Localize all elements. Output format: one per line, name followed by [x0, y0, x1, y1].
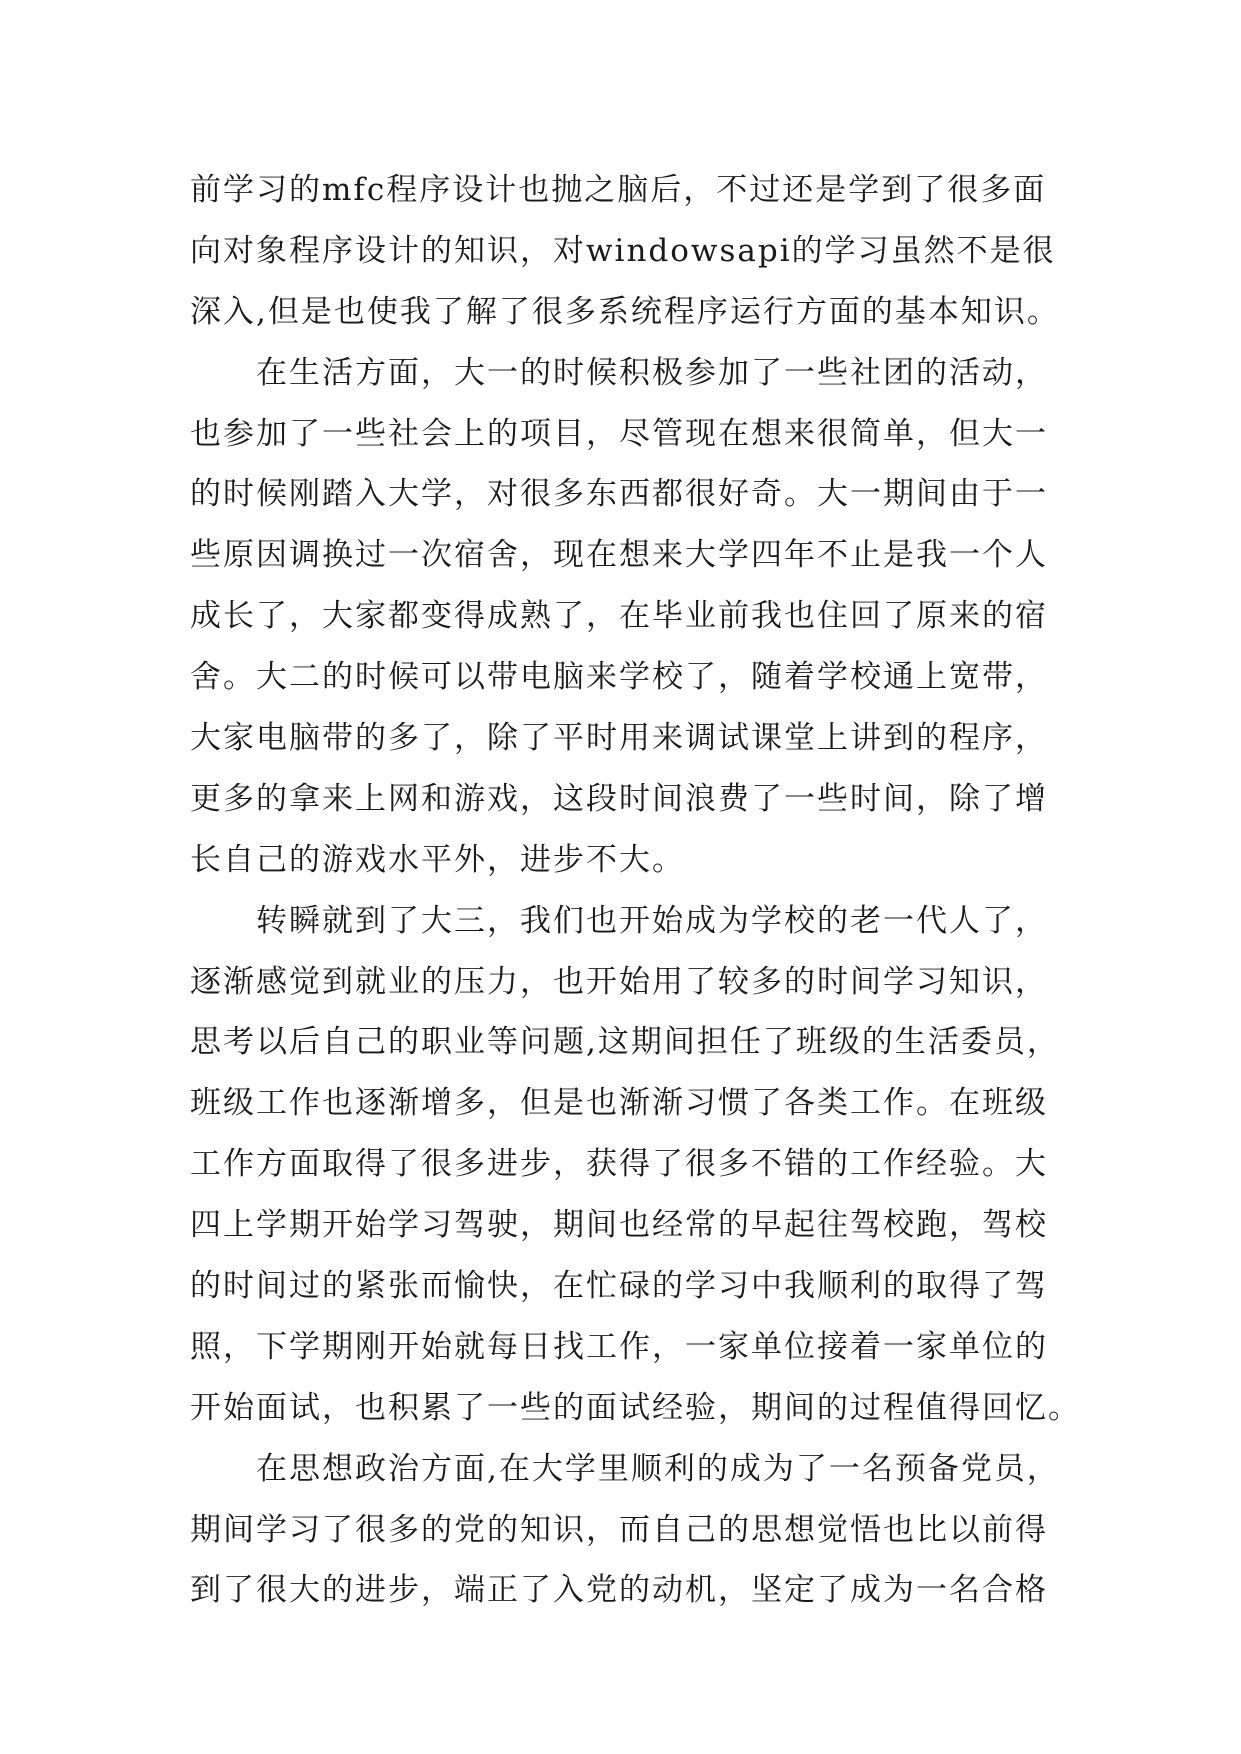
paragraph-first-line: 在生活方面，大一的时候积极参加了一些社团的活动，: [256, 354, 1048, 391]
text-line: 到了很大的进步，端正了入党的动机，坚定了成为一名合格: [190, 1572, 1048, 1609]
text-line: 工作方面取得了很多进步，获得了很多不错的工作经验。大: [190, 1146, 1048, 1183]
text-line: 也参加了一些社会上的项目，尽管现在想来很简单，但大一: [190, 415, 1048, 452]
text-line: 长自己的游戏水平外，进步不大。: [190, 841, 685, 878]
text-line: 深入,但是也使我了解了很多系统程序运行方面的基本知识。: [190, 293, 1060, 330]
paragraph-first-line: 转瞬就到了大三，我们也开始成为学校的老一代人了，: [256, 902, 1048, 939]
text-line: 四上学期开始学习驾驶，期间也经常的早起往驾校跑，驾校: [190, 1207, 1048, 1244]
text-line: 大家电脑带的多了，除了平时用来调试课堂上讲到的程序，: [190, 720, 1048, 757]
text-line: 逐渐感觉到就业的压力，也开始用了较多的时间学习知识，: [190, 963, 1048, 1000]
text-line: 更多的拿来上网和游戏，这段时间浪费了一些时间，除了增: [190, 780, 1048, 817]
text-line: 思考以后自己的职业等问题,这期间担任了班级的生活委员，: [190, 1024, 1060, 1061]
text-line: 班级工作也逐渐增多，但是也渐渐习惯了各类工作。在班级: [190, 1085, 1048, 1122]
text-line: 照，下学期刚开始就每日找工作，一家单位接着一家单位的: [190, 1328, 1048, 1365]
text-line: 成长了，大家都变得成熟了，在毕业前我也住回了原来的宿: [190, 598, 1048, 635]
text-line: 些原因调换过一次宿舍，现在想来大学四年不止是我一个人: [190, 537, 1048, 574]
text-line: 的时候刚踏入大学，对很多东西都很好奇。大一期间由于一: [190, 476, 1048, 513]
document-body: [190, 160, 1090, 1621]
text-line: 的时间过的紧张而愉快，在忙碌的学习中我顺利的取得了驾: [190, 1268, 1048, 1305]
text-line: 向对象程序设计的知识，对windowsapi的学习虽然不是很: [190, 232, 1056, 269]
text-line: 开始面试，也积累了一些的面试经验，期间的过程值得回忆。: [190, 1389, 1081, 1426]
paragraph-first-line: 在思想政治方面,在大学里顺利的成为了一名预备党员，: [256, 1450, 1060, 1487]
text-line: 前学习的mfc程序设计也抛之脑后，不过还是学到了很多面: [190, 172, 1047, 208]
text-line: 期间学习了很多的党的知识，而自己的思想觉悟也比以前得: [190, 1511, 1048, 1548]
text-line: 舍。大二的时候可以带电脑来学校了，随着学校通上宽带，: [190, 659, 1048, 696]
